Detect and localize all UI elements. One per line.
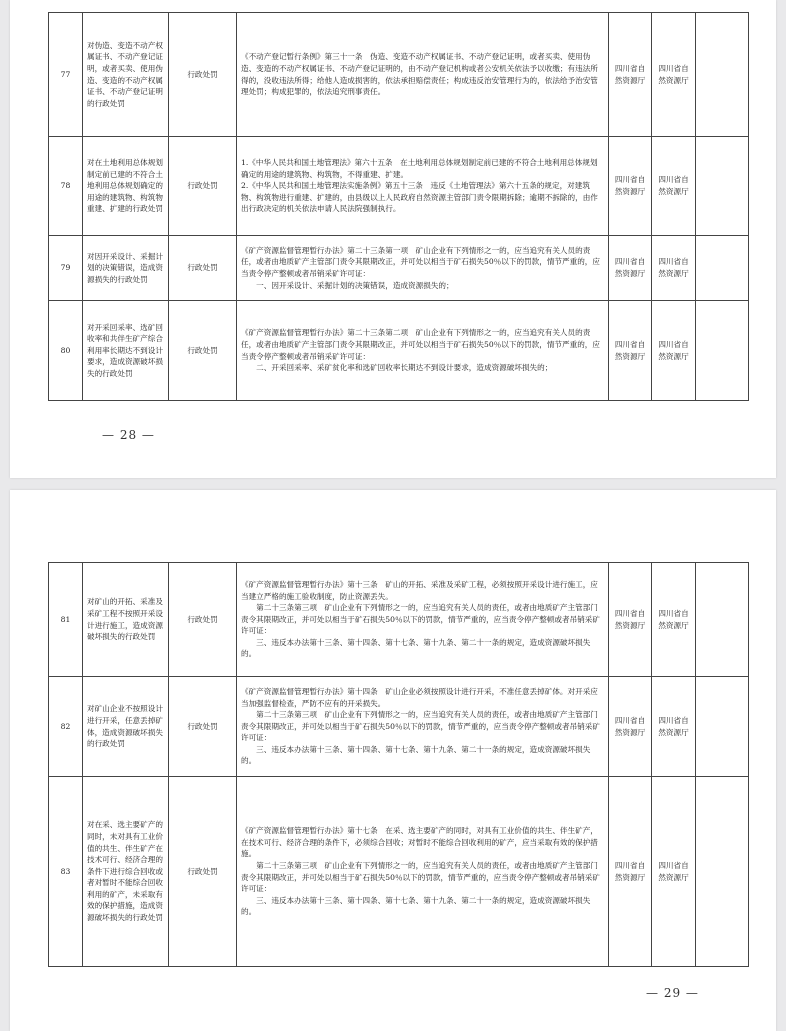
- remarks-cell: [696, 777, 749, 967]
- basis-paragraph: 第二十三条第三项 矿山企业有下列情形之一的，应当追究有关人员的责任，或者由地质矿产主管部门责令其限期改正，并可处以相当于矿石损失50％以下的罚款，情节严重的，应当责令停产整顿或者吊销采矿许可证：: [241, 603, 600, 636]
- department: 四川省自然资源厅: [609, 13, 652, 137]
- item-type: 行政处罚: [169, 137, 237, 236]
- row-number: 82: [49, 677, 83, 777]
- basis-paragraph: 第二十三条第三项 矿山企业有下列情形之一的，应当追究有关人员的责任，或者由地质矿产主管部门责令其限期改正，并可处以相当于矿石损失50％以下的罚款，情节严重的，应当责令停产整顿或者吊销采矿许可证：: [241, 710, 600, 743]
- basis-paragraph: 《不动产登记暂行条例》第三十一条 伪造、变造不动产权属证书、不动产登记证明，或者买卖、使用伪造、变造的不动产权属证书、不动产登记证明的，由不动产登记机构或者公安机关依法予以收缴；有违法所得的，没收违法所得；给他人造成损害的，依法承担赔偿责任；构成违反治安管理行为的，依法给予治安管理处罚；构成犯罪的，依法追究刑事责任。: [241, 52, 598, 97]
- department: 四川省自然资源厅: [609, 236, 652, 301]
- department: 四川省自然资源厅: [609, 777, 652, 967]
- page-number: — 29 —: [646, 986, 699, 1000]
- basis-paragraph: 1.《中华人民共和国土地管理法》第六十五条 在土地利用总体规划制定前已建的不符合土地利用总体规划确定的用途的建筑物、构筑物，不得重建、扩建。: [241, 158, 598, 179]
- basis-paragraph: 第二十三条第三项 矿山企业有下列情形之一的，应当追究有关人员的责任，或者由地质矿产主管部门责令其限期改正，并可处以相当于矿石损失50％以下的罚款，情节严重的，应当责令停产整顿或者吊销采矿许可证：: [241, 860, 600, 894]
- legal-basis: [237, 236, 609, 301]
- basis-paragraph: 《矿产资源监督管理暂行办法》第二十三条第一项 矿山企业有下列情形之一的，应当追究有关人员的责任，或者由地质矿产主管部门责令其限期改正，并可处以相当于矿石损失50％以下的罚款，情节严重的，应当责令停产整顿或者吊销采矿许可证：: [241, 245, 600, 278]
- remarks-cell: [696, 236, 749, 301]
- legal-basis: [237, 777, 609, 967]
- item-type: 行政处罚: [169, 777, 237, 967]
- remarks-cell: [696, 563, 749, 677]
- basis-paragraph: 《矿产资源监督管理暂行办法》第十三条 矿山的开拓、采准及采矿工程，必须按照开采设计进行施工，应当建立严格的施工验收制度，防止资源丢失。: [241, 579, 598, 601]
- department-secondary: 四川省自然资源厅: [652, 236, 696, 301]
- item-type: 行政处罚: [169, 677, 237, 777]
- department: 四川省自然资源厅: [609, 301, 652, 401]
- department-secondary: 四川省自然资源厅: [652, 301, 696, 401]
- department: 四川省自然资源厅: [609, 137, 652, 236]
- department-secondary: 四川省自然资源厅: [652, 777, 696, 967]
- page-number: — 28 —: [102, 428, 155, 442]
- row-number: 77: [49, 13, 83, 137]
- row-number: 78: [49, 137, 83, 236]
- item-name: 对因开采设计、采掘计划的决策错误，造成资源损失的行政处罚: [83, 236, 169, 301]
- row-number: 81: [49, 563, 83, 677]
- department-secondary: 四川省自然资源厅: [652, 13, 696, 137]
- remarks-cell: [696, 677, 749, 777]
- item-type: 行政处罚: [169, 563, 237, 677]
- table-row: [49, 13, 749, 137]
- department: 四川省自然资源厅: [609, 563, 652, 677]
- remarks-cell: [696, 13, 749, 137]
- item-name: 对矿山的开拓、采准及采矿工程不按照开采设计进行施工，造成资源破坏损失的行政处罚: [83, 563, 169, 677]
- row-number: 83: [49, 777, 83, 967]
- item-name: 对在土地利用总体规划制定前已建的不符合土地利用总体规划确定的用途的建筑物、构筑物重建、扩建的行政处罚: [83, 137, 169, 236]
- item-name: 对开采回采率、选矿回收率和共伴生矿产综合利用率长期达不到设计要求，造成资源破坏损失的行政处罚: [83, 301, 169, 401]
- document-page-29: [10, 490, 776, 1031]
- basis-paragraph: 三、违反本办法第十三条、第十四条、第十七条、第十九条、第二十一条的规定，造成资源破坏损失的。: [241, 744, 591, 766]
- legal-basis: [237, 301, 609, 401]
- legal-basis: [237, 137, 609, 236]
- table-row: [49, 301, 749, 401]
- item-type: 行政处罚: [169, 301, 237, 401]
- basis-paragraph: 二、开采回采率、采矿贫化率和选矿回收率长期达不到设计要求，造成资源破坏损失的；: [241, 363, 553, 373]
- item-type: 行政处罚: [169, 13, 237, 137]
- remarks-cell: [696, 137, 749, 236]
- permission-table: [48, 562, 749, 967]
- permission-table: [48, 12, 749, 401]
- item-type: 行政处罚: [169, 236, 237, 301]
- table-row: [49, 777, 749, 967]
- remarks-cell: [696, 301, 749, 401]
- basis-paragraph: 《矿产资源监督管理暂行办法》第十四条 矿山企业必须按照设计进行开采，不准任意丢掉矿体。对开采应当加强监督检查，严防不应有的开采损失。: [241, 686, 598, 708]
- item-name: 对在采、选主要矿产的同时，未对具有工业价值的共生、伴生矿产在技术可行、经济合理的条件下进行综合回收或者对暂时不能综合回收利用的矿产，未采取有效的保护措施，造成资源破坏损失的行政处罚: [83, 777, 169, 967]
- row-number: 80: [49, 301, 83, 401]
- department-secondary: 四川省自然资源厅: [652, 137, 696, 236]
- legal-basis: [237, 563, 609, 677]
- item-name: 对矿山企业不按照设计进行开采，任意丢掉矿体，造成资源破坏损失的行政处罚: [83, 677, 169, 777]
- basis-paragraph: 三、违反本办法第十三条、第十四条、第十七条、第十九条、第二十一条的规定，造成资源破坏损失的。: [241, 895, 591, 917]
- table-row: [49, 677, 749, 777]
- department-secondary: 四川省自然资源厅: [652, 677, 696, 777]
- basis-paragraph: 2.《中华人民共和国土地管理法实施条例》第五十三条 违反《土地管理法》第六十五条的规定，对建筑物、构筑物进行重建、扩建的，由县级以上人民政府自然资源主管部门责令限期拆除；逾期不拆除的，由作出行政决定的机关依法申请人民法院强制执行。: [241, 181, 598, 214]
- row-number: 79: [49, 236, 83, 301]
- table-row: [49, 236, 749, 301]
- item-name: 对伪造、变造不动产权属证书、不动产登记证明，或者买卖、使用伪造、变造的不动产权属证书、不动产登记证明的行政处罚: [83, 13, 169, 137]
- table-row: [49, 137, 749, 236]
- document-page-28: [10, 0, 776, 478]
- department-secondary: 四川省自然资源厅: [652, 563, 696, 677]
- basis-paragraph: 《矿产资源监督管理暂行办法》第十七条 在采、选主要矿产的同时，对具有工业价值的共生、伴生矿产，在技术可行、经济合理的条件下，必须综合回收；对暂时不能综合回收利用的矿产，应当采取有效的保护措施。: [241, 826, 598, 859]
- basis-paragraph: 《矿产资源监督管理暂行办法》第二十三条第二项 矿山企业有下列情形之一的，应当追究有关人员的责任，或者由地质矿产主管部门责令其限期改正，并可处以相当于矿石损失50％以下的罚款，情节严重的，应当责令停产整顿或者吊销采矿许可证：: [241, 328, 600, 361]
- department: 四川省自然资源厅: [609, 677, 652, 777]
- basis-paragraph: 三、违反本办法第十三条、第十四条、第十七条、第十九条、第二十一条的规定，造成资源破坏损失的。: [241, 637, 591, 659]
- table-row: [49, 563, 749, 677]
- legal-basis: [237, 677, 609, 777]
- basis-paragraph: 一、因开采设计、采掘计划的决策错误，造成资源损失的；: [241, 280, 454, 290]
- legal-basis: [237, 13, 609, 137]
